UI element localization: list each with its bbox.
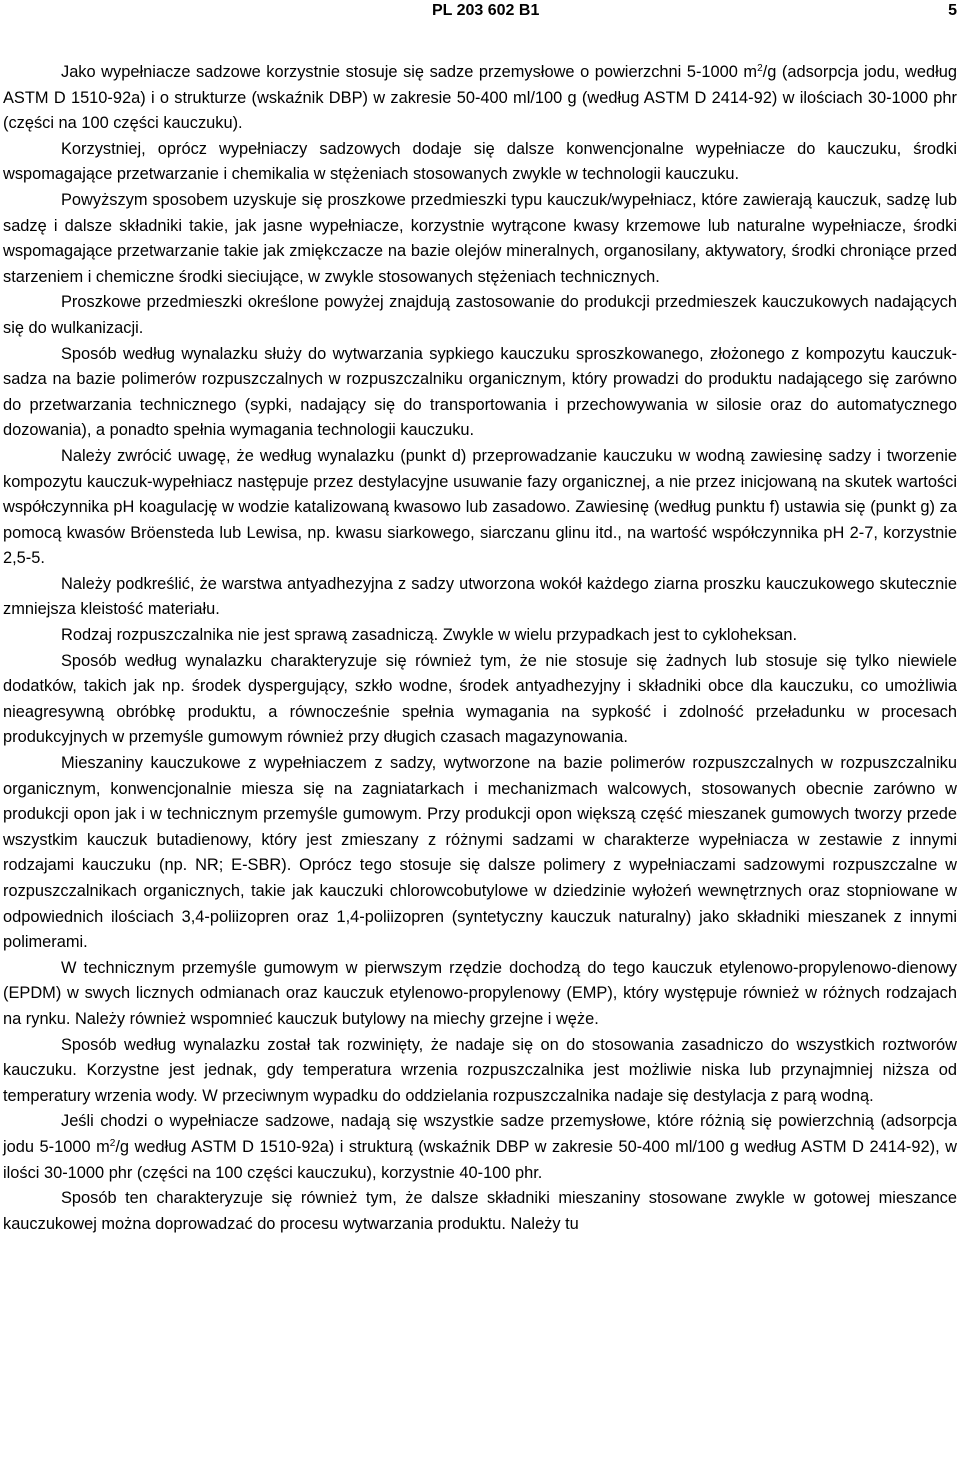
superscript: 2 — [109, 1137, 116, 1149]
document-body — [3, 60, 957, 1237]
page-number: 5 — [948, 2, 957, 19]
paragraph-carbon-black-surface: Jeśli chodzi o wypełniacze sadzowe, nadają się wszystkie sadze przemysłowe, które różnią się powierzchnią (adsorpcja jodu 5-1000 $m^2/g$ według ASTM D 1510-92a) i strukturą (wskaźnik DBP w zakresie 50-400 ml/100 g według ASTM D 2414-92), w ilości 30-1000 phr (części na 100 części kauczuku), korzystnie 40-100 phr. — [3, 1112, 957, 1182]
paragraph: Powyższym sposobem uzyskuje się proszkowe przedmieszki typu kauczuk/wypełniacz, które zawierają kauczuk, sadzę lub sadzę i dalsze składniki takie, jak jasne wypełniacze, korzystnie wytrącone kwasy krzemowe lub naturalne wypełniacze, środki wspomagające przetwarzanie takie jak zmiękczacze na bazie olejów mineralnych, organosilany, aktywatory, środki chroniące przed starzeniem i chemiczne środki sieciujące, w zwykle stosowanych stężeniach technicznych. — [3, 190, 957, 286]
paragraph: Należy zwrócić uwagę, że według wynalazku (punkt d) przeprowadzanie kauczuku w wodną zawiesinę sadzy i tworzenie kompozytu kauczuk-wypełniacz następuje przez destylacyjne usuwanie fazy organicznej, a nie przez inicjowaną na skutek wartości współczynnika pH koagulację w wodzie katalizowaną kwasowo lub zasadowo. Zawiesinę (według punktu f) ustawia się (punkt g) za pomocą kwasów Bröensteda lub Lewisa, np. kwasu siarkowego, siarczanu glinu itd., na wartość współczynnika pH 2-7, korzystnie 2,5-5. — [3, 446, 957, 568]
paragraph: Mieszaniny kauczukowe z wypełniaczem z sadzy, wytworzone na bazie polimerów rozpuszczalnych w rozpuszczalniku organicznym, konwencjonalnie miesza się na zagniatarkach i mechanizmach walcowych, stosowanych obecnie zarówno w produkcji opon jak i w technicznym przemyśle gumowym. Przy produkcji opon większą część mieszanek gumowych tworzy przede wszystkim kauczuk butadienowy, który jest zmieszany z różnymi sadzami w charakterze wypełniacza w zestawie z innymi rodzajami kauczuku (np. NR; E-SBR). Oprócz tego stosuje się dalsze polimery z wypełniaczami sadzowymi rozpuszczalne w rozpuszczalnikach organicznych, takie jak kauczuki chlorowcobutylowe w dziedzinie wyłożeń wewnętrznych oraz stopniowane w odpowiednich ilościach 3,4-poliizopren oraz 1,4-poliizopren (syntetyczny kauczuk naturalny) jako składniki mieszanek z innymi polimerami. — [3, 754, 957, 952]
paragraph: Proszkowe przedmieszki określone powyżej znajdują zastosowanie do produkcji przedmieszek kauczukowych nadających się do wulkanizacji. — [3, 293, 957, 337]
superscript: 2 — [757, 63, 763, 74]
document-id: PL 203 602 B1 — [432, 2, 540, 19]
paragraph: Korzystniej, oprócz wypełniaczy sadzowych dodaje się dalsze konwencjonalne wypełniacze do kauczuku, środki wspomagające przetwarzanie i chemikalia w stężeniach stosowanych zwykle w technologii kauczuku. — [3, 139, 957, 184]
paragraph: Sposób według wynalazku charakteryzuje się również tym, że nie stosuje się żadnych lub stosuje się tylko niewiele dodatków, takich jak np. środek dyspergujący, szkło wodne, środek antyadhezyjny i składniki obce dla kauczuku, co umożliwia nieagresywną obróbkę produktu, a równocześnie spełnia wymagania na sypkość i zdolność przeładunku w procesach produkcyjnych w przemyśle gumowym również przy długich czasach magazynowania. — [3, 651, 957, 747]
page-header — [0, 2, 960, 26]
paragraph: Rodzaj rozpuszczalnika nie jest sprawą zasadniczą. Zwykle w wielu przypadkach jest to cykloheksan. — [61, 626, 798, 645]
paragraph: W technicznym przemyśle gumowym w pierwszym rzędzie dochodzą do tego kauczuk etylenowo-propylenowo-dienowy (EPDM) w swych licznych odmianach oraz kauczuk etylenowo-propylenowy (EMP), który występuje również w różnych rodzajach na rynku. Należy również wspomnieć kauczuk butylowy na miechy grzejne i węże. — [3, 958, 957, 1028]
paragraph: Sposób ten charakteryzuje się również tym, że dalsze składniki mieszaniny stosowane zwykle w gotowej mieszance kauczukowej można doprowadzać do procesu wytwarzania produktu. Należy tu — [3, 1189, 957, 1233]
paragraph: Należy podkreślić, że warstwa antyadhezyjna z sadzy utworzona wokół każdego ziarna proszku kauczukowego skutecznie zmniejsza kleistość materiału. — [3, 574, 957, 619]
paragraph: Sposób według wynalazku został tak rozwinięty, że nadaje się on do stosowania zasadniczo do wszystkich roztworów kauczuku. Korzystne jest jednak, gdy temperatura wrzenia rozpuszczalnika jest możliwie niska lub przynajmniej niższa od temperatury wrzenia wody. W przeciwnym wypadku do oddzielania rozpuszczalnika nadaje się destylacja z parą wodną. — [3, 1035, 957, 1105]
paragraph: Sposób według wynalazku służy do wytwarzania sypkiego kauczuku sproszkowanego, złożonego z kompozytu kauczuk-sadza na bazie polimerów rozpuszczalnych w rozpuszczalniku organicznym, który prowadzi do produktu nadającego się zarówno do przetwarzania technicznego (sypki, nadający się do transportowania i przechowywania w silosie oraz do automatycznego dozowania), a ponadto spełnia wymagania technologii kauczuku. — [3, 344, 957, 440]
paragraph-carbon-black-fillers: Jako wypełniacze sadzowe korzystnie stosuje się sadze przemysłowe o powierzchni 5-1000 $m^2/g$ (adsorpcja jodu, według ASTM D 1510-92a) i o strukturze (wskaźnik DBP) w zakresie 50-400 ml/100 g (według ASTM D 2414-92) w ilościach 30-1000 phr (części na 100 części kauczuku). — [3, 63, 957, 133]
